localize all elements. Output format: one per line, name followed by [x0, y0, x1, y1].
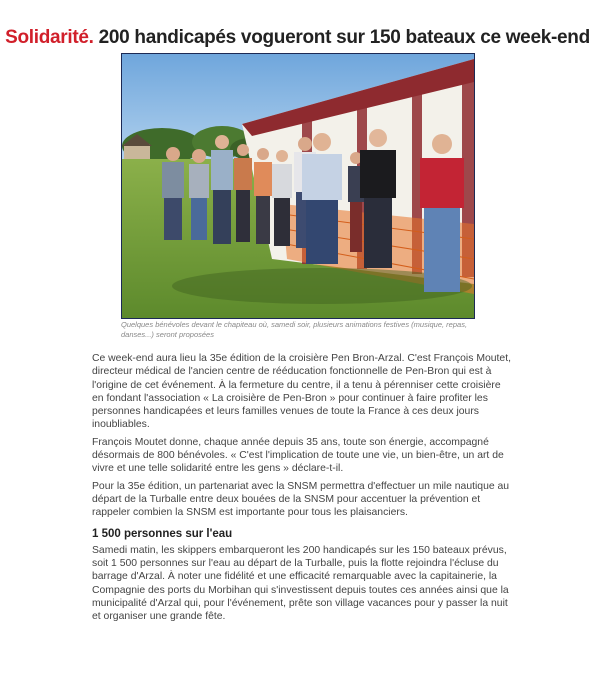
headline-kicker: Solidarité.: [5, 26, 94, 48]
article-paragraph: Ce week-end aura lieu la 35e édition de la croisière Pen Bron-Arzal. C'est François Moutet, directeur médical de l'ancien centre de rééducation fonctionnelle de Pen-Bron qui est à l'origine de cet événement. À la fermeture du centre, il a tenu à pérenniser cette croisière en fondant l'association « La croisière de Pen-Bron » pour continuer à faire profiter les personnes handicapées et leurs familles venues de toute la France à ces deux jours inoubliables.: [92, 353, 511, 431]
headline-title: 200 handicapés vogueront sur 150 bateaux ce week-end: [98, 26, 590, 48]
article-headline: [0, 27, 595, 49]
article-photo: [121, 53, 475, 319]
article-paragraph: Samedi matin, les skippers embarqueront les 200 handicapés sur les 150 bateaux prévus, soit 1 500 personnes sur l'eau au départ de la Turballe, puis la flotte rejoindra l'écluse du barrage d'Arzal. À noter une fidélité et une efficacité remarquable avec la capitainerie, la Compagnie des ports du Morbihan qui s'investissent depuis toutes ces années ainsi que la municipalité d'Arzal qui, pour l'événement, prête son village vacances pour y passer la nuit et organiser une grande fête.: [92, 544, 509, 623]
photo-caption: Quelques bénévoles devant le chapiteau où, samedi soir, plusieurs animations festives (musique, repas, danses...) seront proposées: [121, 320, 468, 339]
article-body: [92, 352, 512, 628]
article-paragraph: François Moutet donne, chaque année depuis 35 ans, toute son énergie, accompagné désormais de 800 bénévoles. « C'est l'implication de toute une vie, un bien-être, un art de vivre et une telle solidarité entre les gens » déclare-t-il.: [92, 436, 504, 475]
article-subheading: 1 500 personnes sur l'eau: [92, 527, 233, 540]
volunteers-photo-illustration: [122, 54, 474, 318]
article-paragraph: Pour la 35e édition, un partenariat avec la SNSM permettra d'effectuer un mile nautique au départ de la Turballe entre deux bouées de la SNSM pour accentuer la prévention et rappeler combien la SNSM est importante pour tous les plaisanciers.: [92, 480, 510, 519]
